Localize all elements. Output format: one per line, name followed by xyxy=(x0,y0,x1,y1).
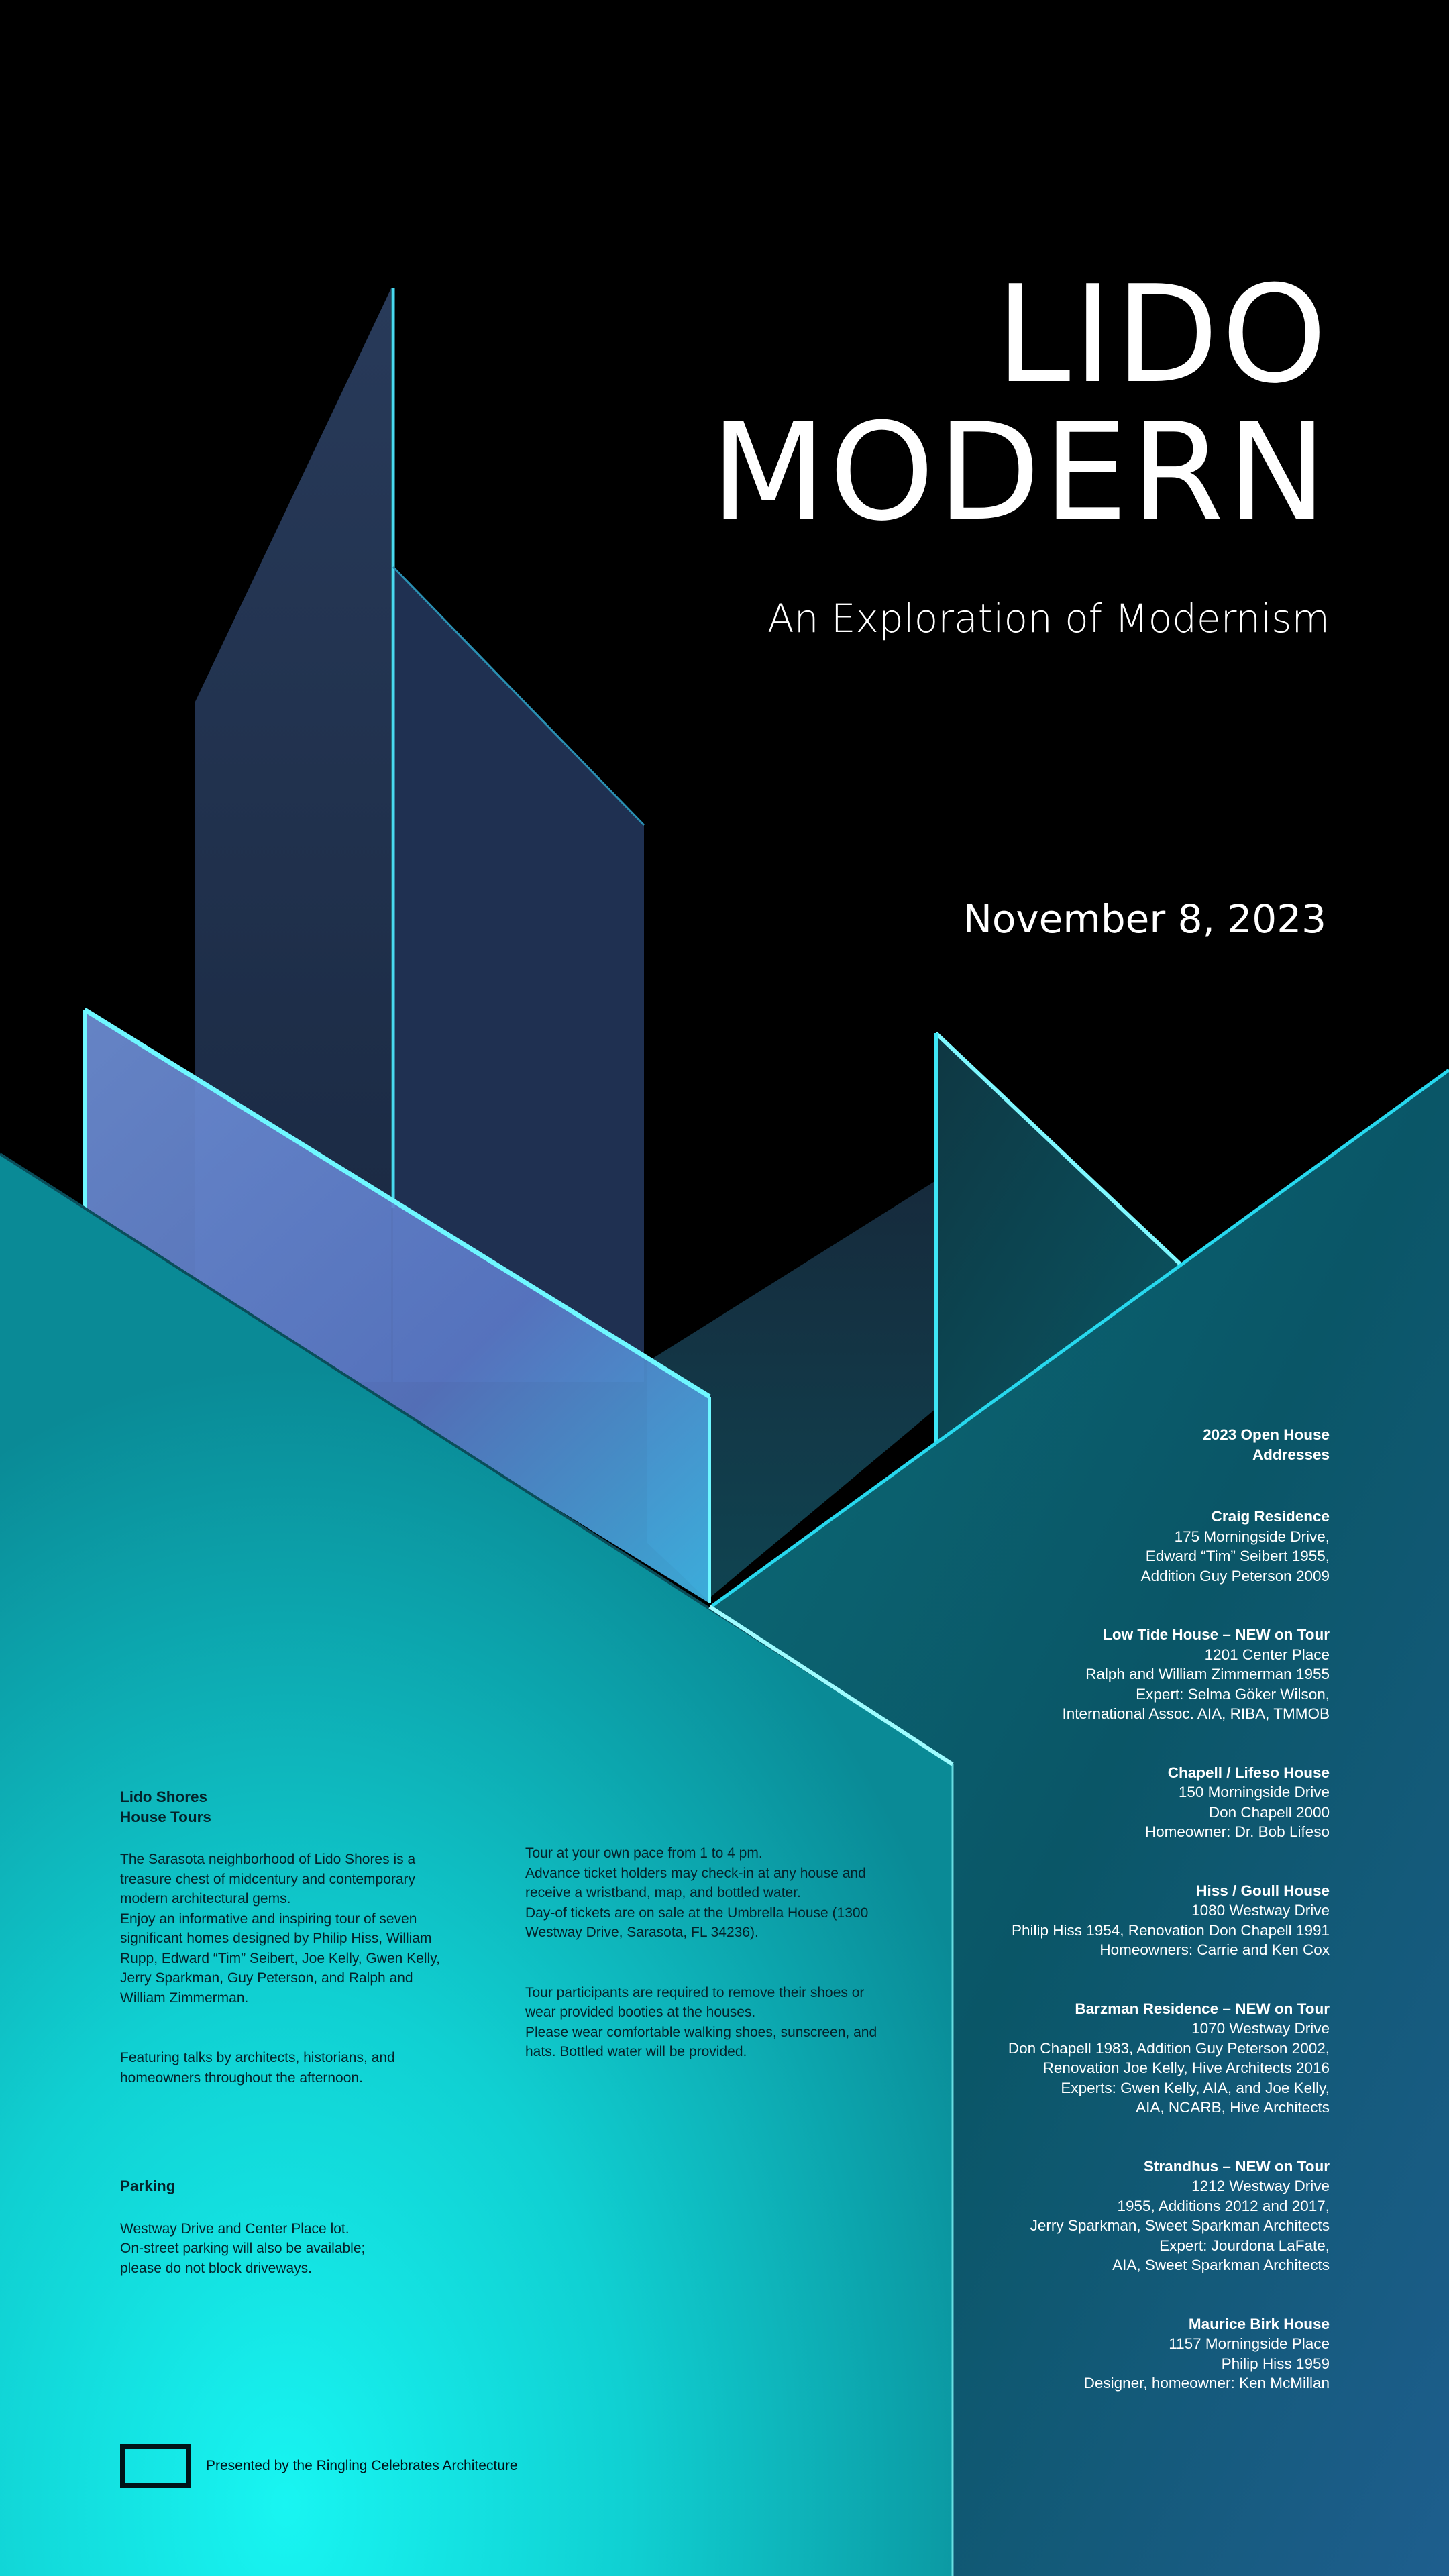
visit-times-text: Tour at your own pace from 1 to 4 pm. xyxy=(525,1845,763,1861)
footer xyxy=(120,2445,518,2487)
house-entry xyxy=(780,2157,1330,2275)
tours-featuring-text: Featuring talks by architects, historians, and homeowners throughout the afternoon. xyxy=(120,2050,395,2086)
house-detail-line: Renovation Joe Kelly, Hive Architects 2016 xyxy=(1042,2059,1330,2076)
visit-checkin-text: Advance ticket holders may check-in at any house and receive a wristband, map, and bottled water. xyxy=(525,1865,866,1900)
house-detail-line: Designer, homeowner: Ken McMillan xyxy=(1083,2375,1330,2392)
house-detail-line: Ralph and William Zimmerman 1955 xyxy=(1085,1666,1330,1682)
house-detail-line: Don Chapell 2000 xyxy=(1208,1803,1330,1821)
house-detail-line: 1157 Morningside Place xyxy=(1169,2335,1330,2352)
house-detail-line: 1070 Westway Drive xyxy=(1191,2020,1330,2037)
house-detail-line: 1201 Center Place xyxy=(1204,1646,1330,1663)
tours-intro-text: The Sarasota neighborhood of Lido Shores is a treasure chest of midcentury and contemporary modern architectural gems. xyxy=(120,1851,416,1907)
title-lido: LIDO xyxy=(996,257,1330,413)
parking-line-1: Westway Drive and Center Place lot. xyxy=(120,2220,350,2237)
house-name: Low Tide House – NEW on Tour xyxy=(1103,1626,1330,1643)
house-detail-line: Jerry Sparkman, Sweet Sparkman Architects xyxy=(1030,2217,1330,2234)
addresses-heading: 2023 Open House Addresses xyxy=(1203,1426,1330,1463)
visit-info-section xyxy=(525,1843,888,2062)
house-name: Maurice Birk House xyxy=(1188,2315,1330,2332)
house-detail-line: 175 Morningside Drive, xyxy=(1174,1527,1330,1545)
house-entry xyxy=(780,1763,1330,1842)
house-detail-line: AIA, NCARB, Hive Architects xyxy=(1136,2099,1330,2116)
house-name: Strandhus – NEW on Tour xyxy=(1143,2157,1330,2175)
house-name: Craig Residence xyxy=(1211,1508,1330,1525)
visit-wear-text: Please wear comfortable walking shoes, sunscreen, and hats. Bottled water will be provided. xyxy=(525,2024,877,2059)
house-detail-line: Addition Guy Peterson 2009 xyxy=(1140,1567,1330,1585)
house-detail-line: 1080 Westway Drive xyxy=(1191,1902,1330,1919)
subtitle: An Exploration of Modernism xyxy=(767,596,1330,641)
house-entry xyxy=(780,1507,1330,1586)
house-detail-line: Don Chapell 1983, Addition Guy Peterson 2002, xyxy=(1008,2039,1330,2057)
visit-dayof-text: Day-of tickets are on sale at the Umbrella House (1300 Westway Drive, Sarasota, FL 34236). xyxy=(525,1904,869,1940)
house-detail-line: International Assoc. AIA, RIBA, TMMOB xyxy=(1062,1705,1330,1722)
house-detail-line: Philip Hiss 1954, Renovation Don Chapell 1991 xyxy=(1011,1921,1330,1939)
visit-times-block xyxy=(525,1843,888,1943)
house-detail-line: 150 Morningside Drive xyxy=(1178,1784,1330,1801)
visit-shoes-block xyxy=(525,1983,888,2062)
house-detail-line: Expert: Jourdona LaFate, xyxy=(1159,2237,1330,2254)
presented-by-text: Presented by the Ringling Celebrates Architecture xyxy=(206,2458,518,2473)
rectangle-logo-icon xyxy=(120,2444,191,2488)
parking-heading: Parking xyxy=(120,2178,176,2194)
parking-section xyxy=(120,2176,455,2278)
house-name: Barzman Residence – NEW on Tour xyxy=(1075,2000,1330,2017)
house-detail-line: Edward “Tim” Seibert 1955, xyxy=(1145,1548,1330,1564)
title-modern: MODERN xyxy=(710,394,1330,551)
parking-line-3: please do not block driveways. xyxy=(120,2260,312,2276)
house-detail-line: 1955, Additions 2012 and 2017, xyxy=(1117,2197,1330,2214)
house-detail-line: Homeowners: Carrie and Ken Cox xyxy=(1099,1941,1330,1958)
house-detail-line: Experts: Gwen Kelly, AIA, and Joe Kelly, xyxy=(1061,2079,1330,2096)
event-date: November 8, 2023 xyxy=(963,896,1326,942)
house-tours-section xyxy=(120,1787,455,2088)
house-entry xyxy=(780,1625,1330,1724)
house-entry xyxy=(780,2314,1330,2394)
house-name: Chapell / Lifeso House xyxy=(1167,1764,1330,1781)
visit-shoes-text: Tour participants are required to remove their shoes or wear provided booties at the houses. xyxy=(525,1984,865,2020)
house-name: Hiss / Goull House xyxy=(1196,1882,1330,1899)
parking-text xyxy=(120,2219,455,2279)
house-detail-line: Homeowner: Dr. Bob Lifeso xyxy=(1144,1823,1330,1840)
house-detail-line: 1212 Westway Drive xyxy=(1191,2178,1330,2194)
house-detail-line: AIA, Sweet Sparkman Architects xyxy=(1112,2257,1330,2273)
parking-line-2: On-street parking will also be available; xyxy=(120,2241,366,2256)
tours-homes-text: Enjoy an informative and inspiring tour of seven significant homes designed by Philip Hiss, William Rupp, Edward “Tim” Seibert, Joe Kelly, Gwen Kelly, Jerry Sparkman, Guy Peterson, and Ralph and William Zimmerman. xyxy=(120,1911,440,2006)
house-detail-line: Philip Hiss 1959 xyxy=(1221,2355,1330,2372)
house-detail-line: Expert: Selma Göker Wilson, xyxy=(1136,1685,1330,1703)
house-tours-heading: Lido Shores House Tours xyxy=(120,1788,211,1825)
